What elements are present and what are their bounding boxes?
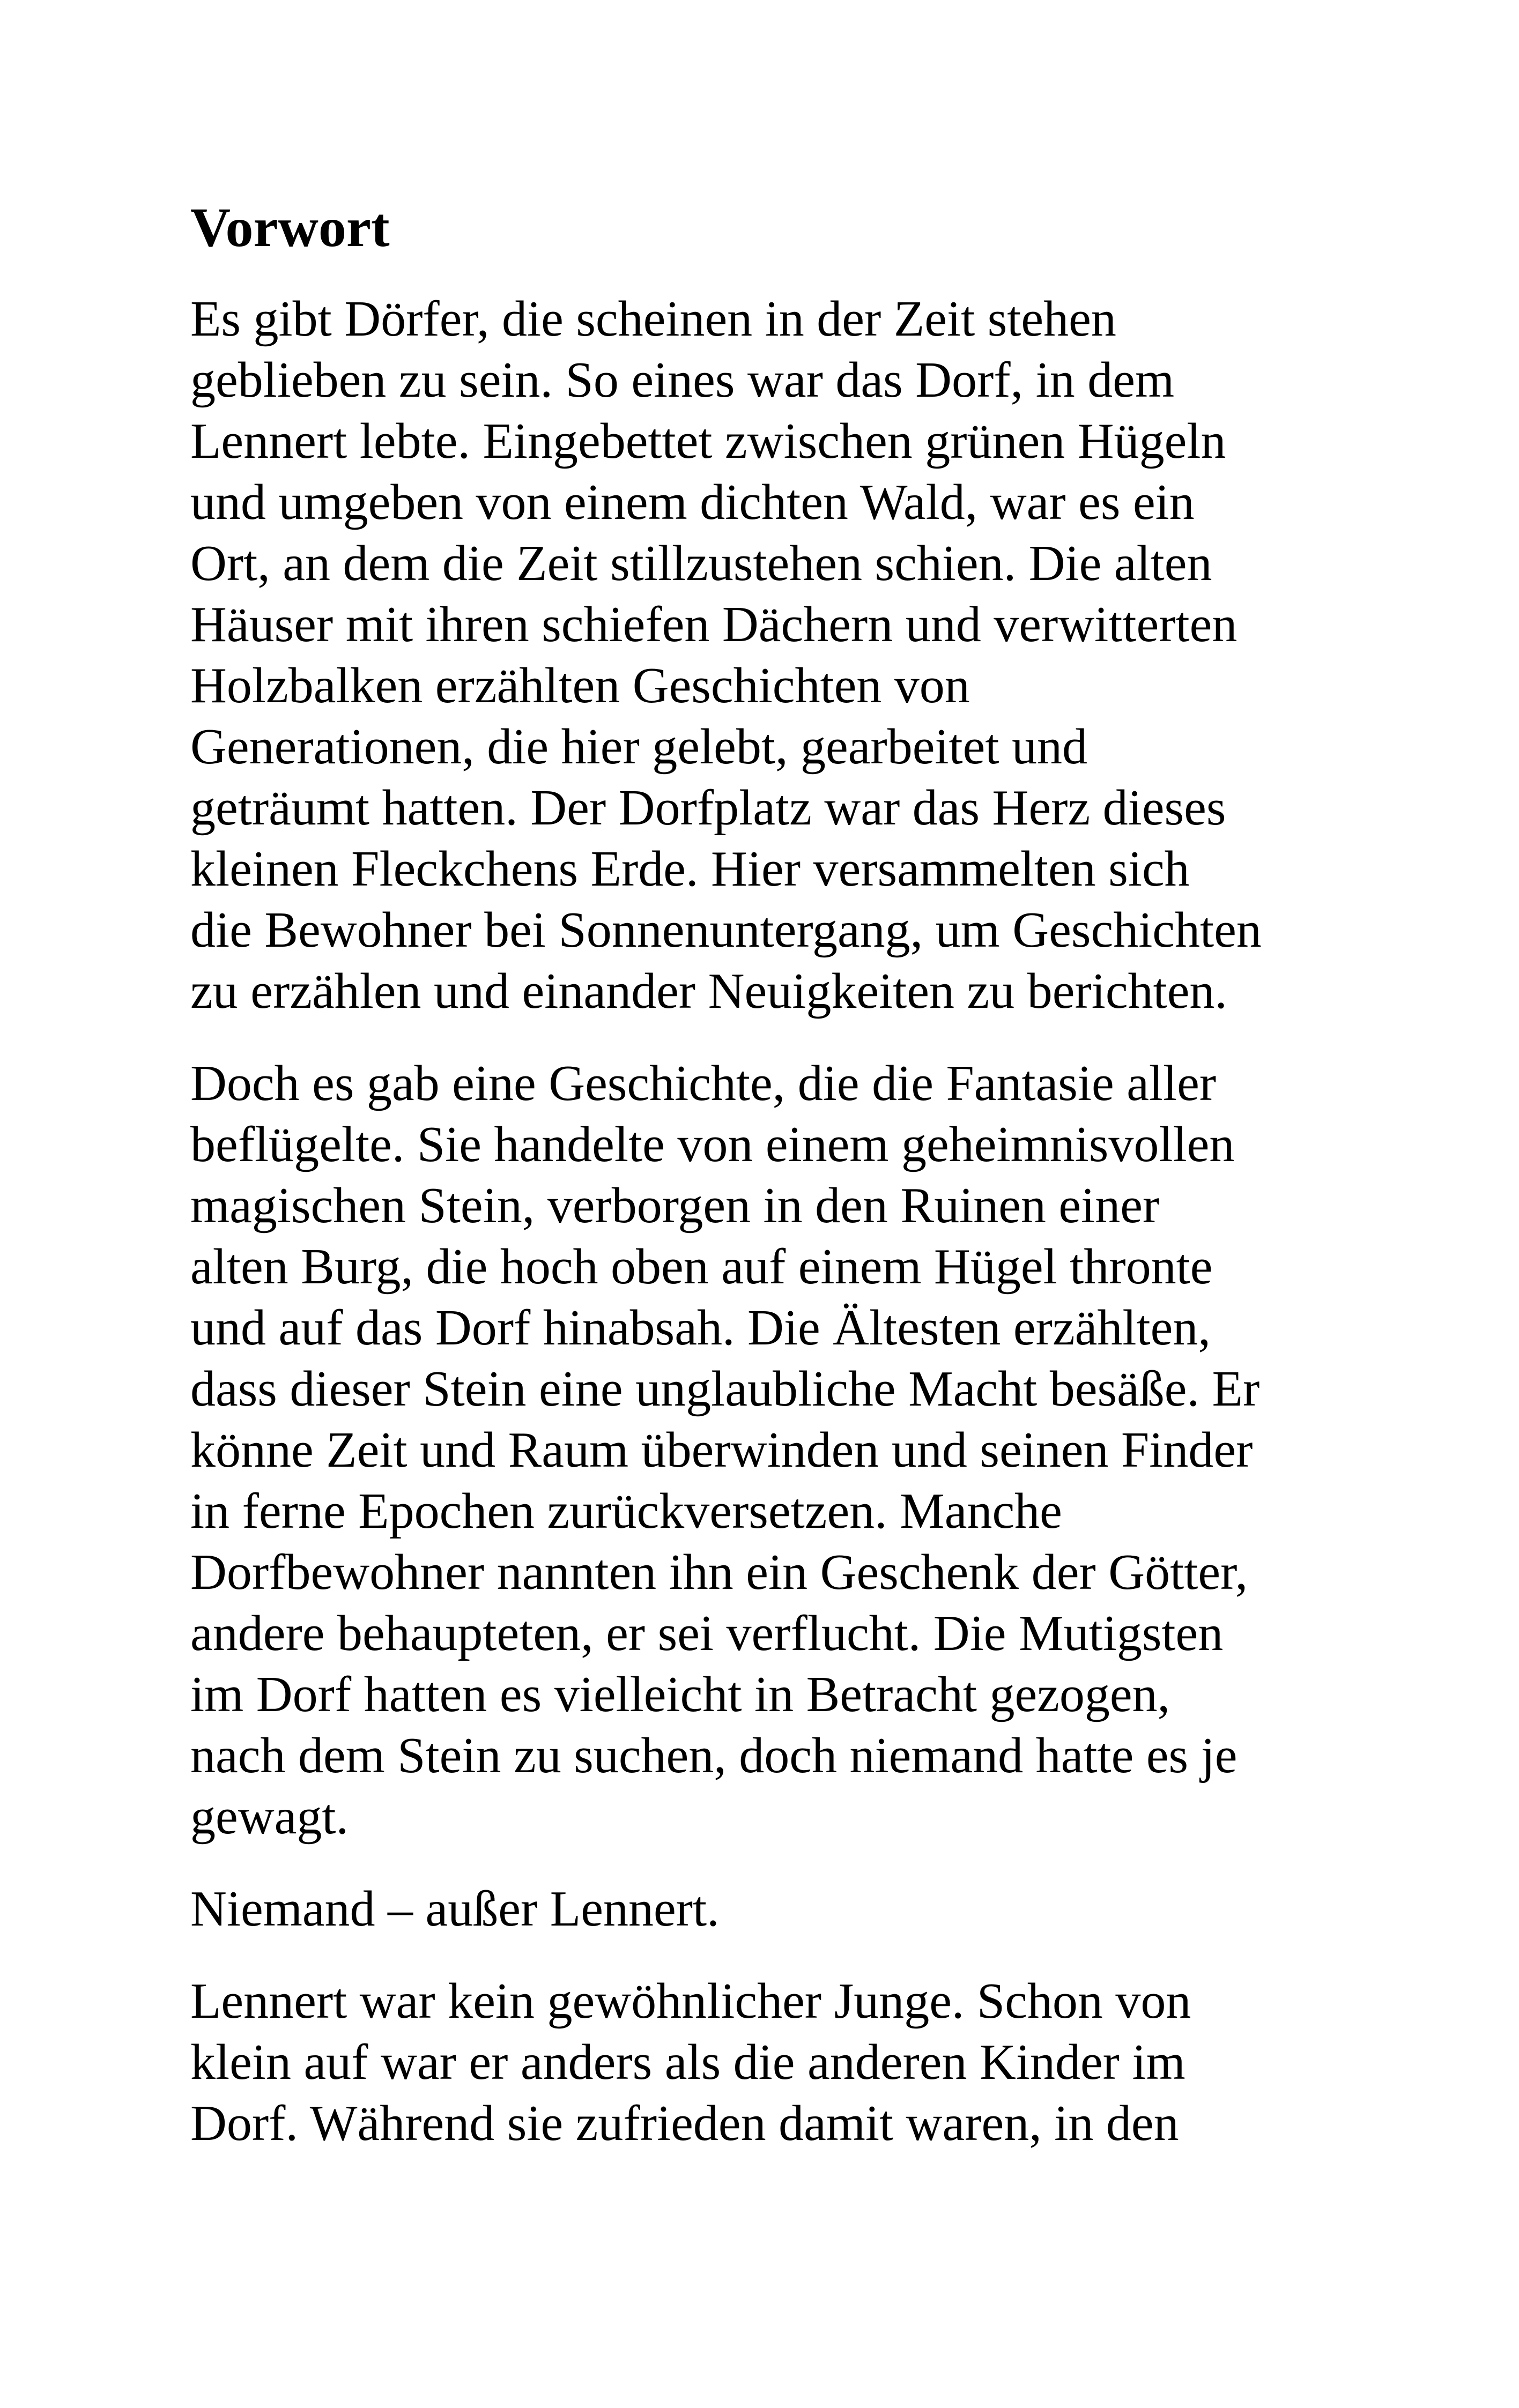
text-line: und auf das Dorf hinabsah. Die Ältesten erzählten,	[190, 1300, 1211, 1356]
text-line: andere behaupteten, er sei verflucht. Die Mutigsten	[190, 1606, 1224, 1661]
text-line: und umgeben von einem dichten Wald, war es ein	[190, 474, 1195, 530]
chapter-heading: Vorwort	[190, 197, 390, 258]
paragraph	[190, 1971, 1397, 2154]
text-line: Holzbalken erzählten Geschichten von	[190, 658, 970, 714]
text-line: Ort, an dem die Zeit stillzustehen schien. Die alten	[190, 536, 1212, 591]
page-content	[190, 193, 1397, 2185]
paragraph	[190, 288, 1397, 1022]
text-line: Doch es gab eine Geschichte, die die Fantasie aller	[190, 1056, 1217, 1111]
text-line: Dorf. Während sie zufrieden damit waren, in den	[190, 2095, 1179, 2151]
text-line: die Bewohner bei Sonnenuntergang, um Geschichten	[190, 902, 1262, 958]
text-line: Lennert war kein gewöhnlicher Junge. Schon von	[190, 1973, 1191, 2029]
paragraph	[190, 1878, 1397, 1939]
paragraph-container	[190, 288, 1397, 2154]
text-line: kleinen Fleckchens Erde. Hier versammelten sich	[190, 841, 1190, 897]
text-line: Häuser mit ihren schiefen Dächern und verwitterten	[190, 597, 1238, 652]
text-line: zu erzählen und einander Neuigkeiten zu berichten.	[190, 963, 1227, 1019]
text-line: gewagt.	[190, 1789, 349, 1845]
text-line: Dorfbewohner nannten ihn ein Geschenk der Götter,	[190, 1544, 1248, 1600]
text-line: in ferne Epochen zurückversetzen. Manche	[190, 1483, 1062, 1539]
text-line: könne Zeit und Raum überwinden und seinen Finder	[190, 1422, 1253, 1478]
text-line: klein auf war er anders als die anderen Kinder im	[190, 2034, 1185, 2090]
text-line: alten Burg, die hoch oben auf einem Hügel thronte	[190, 1239, 1213, 1295]
text-line: Lennert lebte. Eingebettet zwischen grünen Hügeln	[190, 413, 1226, 469]
text-line: dass dieser Stein eine unglaubliche Macht besäße. Er	[190, 1361, 1260, 1417]
text-line: im Dorf hatten es vielleicht in Betracht gezogen,	[190, 1667, 1170, 1722]
paragraph	[190, 1053, 1397, 1847]
text-line: beflügelte. Sie handelte von einem geheimnisvollen	[190, 1117, 1235, 1172]
text-line: nach dem Stein zu suchen, doch niemand hatte es je	[190, 1728, 1238, 1783]
text-line: Niemand – außer Lennert.	[190, 1881, 720, 1937]
text-line: Generationen, die hier gelebt, gearbeitet und	[190, 719, 1087, 775]
text-line: magischen Stein, verborgen in den Ruinen einer	[190, 1178, 1160, 1233]
text-line: geblieben zu sein. So eines war das Dorf, in dem	[190, 352, 1175, 408]
text-line: Es gibt Dörfer, die scheinen in der Zeit stehen	[190, 291, 1116, 347]
text-line: geträumt hatten. Der Dorfplatz war das Herz dieses	[190, 780, 1226, 836]
